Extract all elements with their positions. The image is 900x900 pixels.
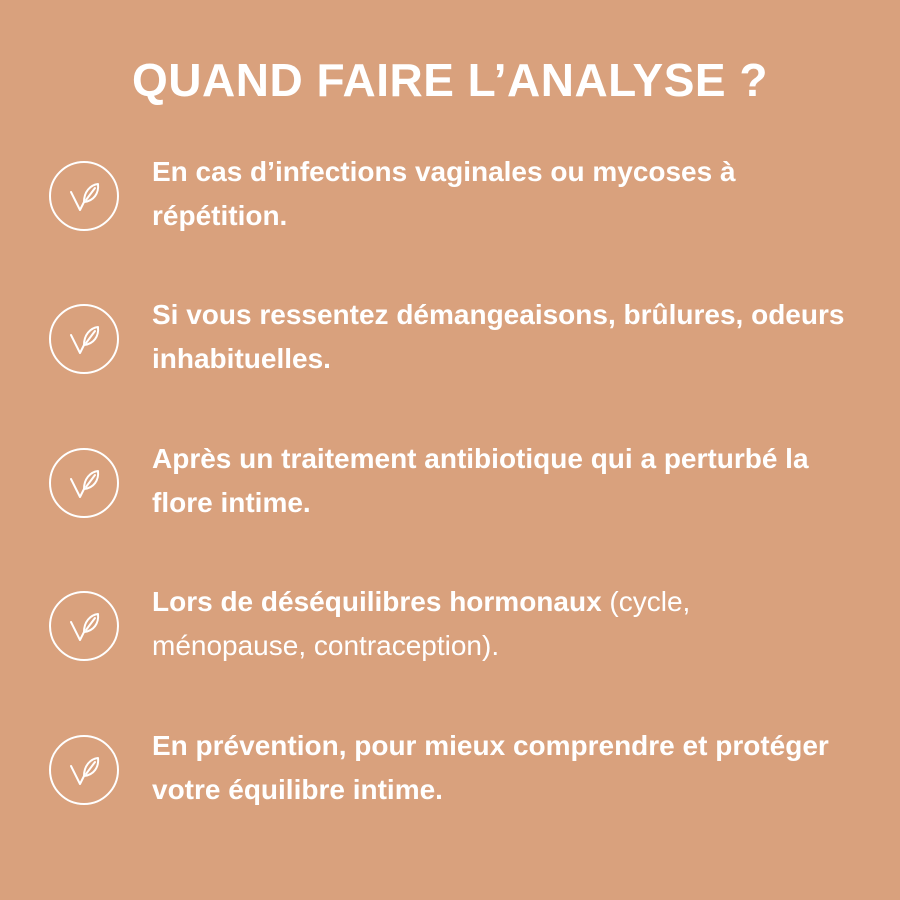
list-item: [48, 580, 868, 680]
item-text-bold: Si vous ressentez démangeaisons, brûlures, odeurs inhabituelles.: [152, 299, 845, 374]
leaf-check-icon: [48, 734, 120, 806]
item-text-bold: En prévention, pour mieux comprendre et protéger votre équilibre intime.: [152, 730, 829, 805]
leaf-check-icon: [48, 160, 120, 232]
item-text-bold: En cas d’infections vaginales ou mycoses à répétition.: [152, 156, 736, 231]
leaf-check-icon: [48, 447, 120, 519]
item-text: [152, 150, 852, 238]
item-text-bold: Lors de déséquilibres hormonaux: [152, 586, 602, 617]
leaf-check-icon: [48, 590, 120, 662]
list-item: [48, 437, 868, 537]
list-item: [48, 293, 868, 393]
item-text: [152, 293, 852, 381]
list-item: [48, 724, 868, 824]
list-item: [48, 150, 868, 250]
item-text: [152, 580, 852, 668]
item-text-regular: (cycle, ménopause, contraception).: [152, 586, 691, 661]
item-text-bold: Après un traitement antibiotique qui a perturbé la flore intime.: [152, 443, 809, 518]
item-text: [152, 724, 852, 812]
page-title: QUAND FAIRE L’ANALYSE ?: [132, 54, 768, 106]
leaf-check-icon: [48, 303, 120, 375]
item-text: [152, 437, 852, 525]
